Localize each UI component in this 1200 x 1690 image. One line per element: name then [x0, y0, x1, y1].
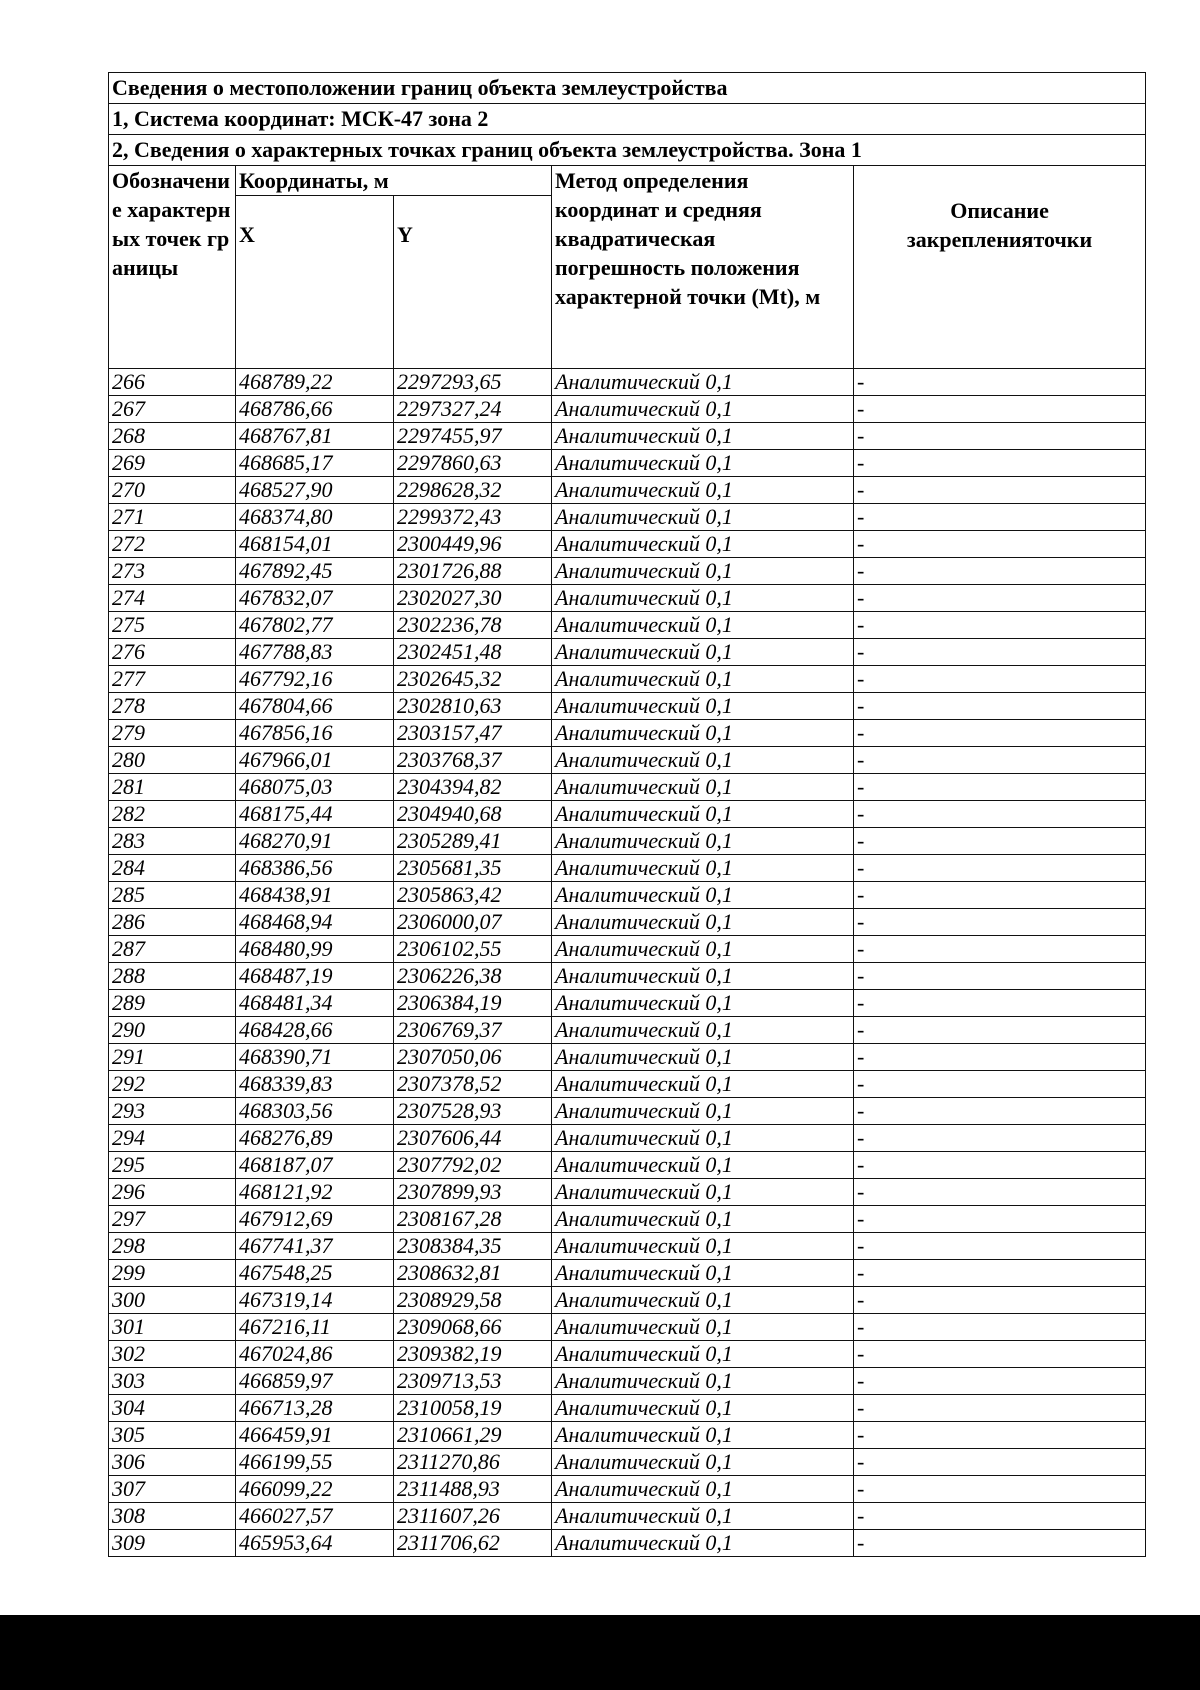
method: Аналитический 0,1 — [552, 747, 854, 774]
description: - — [854, 1287, 1146, 1314]
point-number: 288 — [109, 963, 236, 990]
method: Аналитический 0,1 — [552, 1152, 854, 1179]
description: - — [854, 396, 1146, 423]
method: Аналитический 0,1 — [552, 531, 854, 558]
point-number: 296 — [109, 1179, 236, 1206]
point-number: 281 — [109, 774, 236, 801]
y-coordinate: 2311607,26 — [394, 1503, 552, 1530]
col-header-method: Метод определения координат и средняя квадратическая погрешность положения характерной точки (Mt), м — [552, 166, 854, 369]
method: Аналитический 0,1 — [552, 585, 854, 612]
x-coordinate: 468390,71 — [236, 1044, 394, 1071]
y-coordinate: 2302451,48 — [394, 639, 552, 666]
table-row — [109, 1206, 1146, 1233]
table-row — [109, 1368, 1146, 1395]
table-row — [109, 1314, 1146, 1341]
table-row — [109, 585, 1146, 612]
point-number: 301 — [109, 1314, 236, 1341]
description: - — [854, 450, 1146, 477]
method: Аналитический 0,1 — [552, 504, 854, 531]
description: - — [854, 1152, 1146, 1179]
method: Аналитический 0,1 — [552, 612, 854, 639]
x-coordinate: 467788,83 — [236, 639, 394, 666]
x-coordinate: 467892,45 — [236, 558, 394, 585]
y-coordinate: 2309713,53 — [394, 1368, 552, 1395]
y-coordinate: 2306226,38 — [394, 963, 552, 990]
method: Аналитический 0,1 — [552, 1530, 854, 1557]
table-row — [109, 369, 1146, 396]
y-coordinate: 2301726,88 — [394, 558, 552, 585]
method: Аналитический 0,1 — [552, 450, 854, 477]
table-row — [109, 828, 1146, 855]
description: - — [854, 1368, 1146, 1395]
x-coordinate: 468154,01 — [236, 531, 394, 558]
x-coordinate: 468438,91 — [236, 882, 394, 909]
description: - — [854, 1017, 1146, 1044]
table-row — [109, 1098, 1146, 1125]
description: - — [854, 666, 1146, 693]
point-number: 284 — [109, 855, 236, 882]
x-coordinate: 466099,22 — [236, 1476, 394, 1503]
x-coordinate: 467804,66 — [236, 693, 394, 720]
y-coordinate: 2306000,07 — [394, 909, 552, 936]
point-number: 306 — [109, 1449, 236, 1476]
x-coordinate: 468685,17 — [236, 450, 394, 477]
method: Аналитический 0,1 — [552, 774, 854, 801]
method: Аналитический 0,1 — [552, 828, 854, 855]
y-coordinate: 2307899,93 — [394, 1179, 552, 1206]
x-coordinate: 467966,01 — [236, 747, 394, 774]
description: - — [854, 558, 1146, 585]
y-coordinate: 2310661,29 — [394, 1422, 552, 1449]
method: Аналитический 0,1 — [552, 1503, 854, 1530]
y-coordinate: 2297293,65 — [394, 369, 552, 396]
x-coordinate: 467802,77 — [236, 612, 394, 639]
title-row-1 — [109, 73, 1146, 104]
col-header-x: X — [236, 196, 394, 369]
x-coordinate: 467741,37 — [236, 1233, 394, 1260]
point-number: 305 — [109, 1422, 236, 1449]
description: - — [854, 639, 1146, 666]
y-coordinate: 2309068,66 — [394, 1314, 552, 1341]
description: - — [854, 1125, 1146, 1152]
y-coordinate: 2307792,02 — [394, 1152, 552, 1179]
method: Аналитический 0,1 — [552, 1260, 854, 1287]
method: Аналитический 0,1 — [552, 1395, 854, 1422]
method: Аналитический 0,1 — [552, 1179, 854, 1206]
point-number: 278 — [109, 693, 236, 720]
y-coordinate: 2308384,35 — [394, 1233, 552, 1260]
description: - — [854, 504, 1146, 531]
description: - — [854, 1449, 1146, 1476]
description: - — [854, 1422, 1146, 1449]
description: - — [854, 423, 1146, 450]
x-coordinate: 468428,66 — [236, 1017, 394, 1044]
method: Аналитический 0,1 — [552, 369, 854, 396]
x-coordinate: 468374,80 — [236, 504, 394, 531]
method: Аналитический 0,1 — [552, 1233, 854, 1260]
point-number: 291 — [109, 1044, 236, 1071]
point-number: 290 — [109, 1017, 236, 1044]
method: Аналитический 0,1 — [552, 639, 854, 666]
method: Аналитический 0,1 — [552, 1071, 854, 1098]
description: - — [854, 855, 1146, 882]
method: Аналитический 0,1 — [552, 1476, 854, 1503]
description: - — [854, 1179, 1146, 1206]
method: Аналитический 0,1 — [552, 1206, 854, 1233]
x-coordinate: 467792,16 — [236, 666, 394, 693]
table-row — [109, 963, 1146, 990]
x-coordinate: 468527,90 — [236, 477, 394, 504]
x-coordinate: 468789,22 — [236, 369, 394, 396]
x-coordinate: 467832,07 — [236, 585, 394, 612]
description: - — [854, 1098, 1146, 1125]
title-row-3 — [109, 135, 1146, 166]
description: - — [854, 1071, 1146, 1098]
table-row — [109, 423, 1146, 450]
y-coordinate: 2297327,24 — [394, 396, 552, 423]
table-row — [109, 1422, 1146, 1449]
y-coordinate: 2311488,93 — [394, 1476, 552, 1503]
method: Аналитический 0,1 — [552, 909, 854, 936]
method: Аналитический 0,1 — [552, 666, 854, 693]
description: - — [854, 477, 1146, 504]
y-coordinate: 2308929,58 — [394, 1287, 552, 1314]
y-coordinate: 2306384,19 — [394, 990, 552, 1017]
table-row — [109, 558, 1146, 585]
point-number: 289 — [109, 990, 236, 1017]
table-row — [109, 1287, 1146, 1314]
description: - — [854, 909, 1146, 936]
coordinate-system-label: 1, Система координат: МСК-47 зона 2 — [109, 104, 1146, 135]
point-number: 277 — [109, 666, 236, 693]
x-coordinate: 466459,91 — [236, 1422, 394, 1449]
y-coordinate: 2303768,37 — [394, 747, 552, 774]
table-row — [109, 774, 1146, 801]
table-row — [109, 1341, 1146, 1368]
y-coordinate: 2310058,19 — [394, 1395, 552, 1422]
table-row — [109, 936, 1146, 963]
table-row — [109, 1152, 1146, 1179]
point-number: 308 — [109, 1503, 236, 1530]
description: - — [854, 747, 1146, 774]
table-row — [109, 1476, 1146, 1503]
table-row — [109, 720, 1146, 747]
point-number: 292 — [109, 1071, 236, 1098]
method: Аналитический 0,1 — [552, 1422, 854, 1449]
y-coordinate: 2305289,41 — [394, 828, 552, 855]
y-coordinate: 2305681,35 — [394, 855, 552, 882]
table-row — [109, 855, 1146, 882]
table-row — [109, 909, 1146, 936]
point-number: 267 — [109, 396, 236, 423]
point-number: 293 — [109, 1098, 236, 1125]
x-coordinate: 467319,14 — [236, 1287, 394, 1314]
table-row — [109, 882, 1146, 909]
col-header-point: Обозначение характерных точек границы — [109, 166, 236, 369]
method: Аналитический 0,1 — [552, 396, 854, 423]
method: Аналитический 0,1 — [552, 720, 854, 747]
point-number: 266 — [109, 369, 236, 396]
description: - — [854, 1476, 1146, 1503]
description: - — [854, 774, 1146, 801]
table-row — [109, 1125, 1146, 1152]
method: Аналитический 0,1 — [552, 1098, 854, 1125]
column-header-row-1 — [109, 166, 1146, 196]
y-coordinate: 2297455,97 — [394, 423, 552, 450]
x-coordinate: 468121,92 — [236, 1179, 394, 1206]
y-coordinate: 2308167,28 — [394, 1206, 552, 1233]
x-coordinate: 468303,56 — [236, 1098, 394, 1125]
description: - — [854, 531, 1146, 558]
point-number: 286 — [109, 909, 236, 936]
table-row — [109, 531, 1146, 558]
description: - — [854, 1530, 1146, 1557]
description: - — [854, 882, 1146, 909]
table-body — [109, 369, 1146, 1557]
x-coordinate: 468175,44 — [236, 801, 394, 828]
description: - — [854, 1314, 1146, 1341]
method: Аналитический 0,1 — [552, 1125, 854, 1152]
y-coordinate: 2304394,82 — [394, 774, 552, 801]
point-number: 280 — [109, 747, 236, 774]
zone-label: 2, Сведения о характерных точках границ объекта землеустройства. Зона 1 — [109, 135, 1146, 166]
table-row — [109, 1179, 1146, 1206]
description: - — [854, 720, 1146, 747]
point-number: 304 — [109, 1395, 236, 1422]
table-row — [109, 396, 1146, 423]
x-coordinate: 467548,25 — [236, 1260, 394, 1287]
point-number: 268 — [109, 423, 236, 450]
point-number: 279 — [109, 720, 236, 747]
y-coordinate: 2302810,63 — [394, 693, 552, 720]
x-coordinate: 468481,34 — [236, 990, 394, 1017]
x-coordinate: 468270,91 — [236, 828, 394, 855]
table-row — [109, 747, 1146, 774]
method: Аналитический 0,1 — [552, 936, 854, 963]
x-coordinate: 467856,16 — [236, 720, 394, 747]
description: - — [854, 369, 1146, 396]
method: Аналитический 0,1 — [552, 1341, 854, 1368]
x-coordinate: 468339,83 — [236, 1071, 394, 1098]
x-coordinate: 468187,07 — [236, 1152, 394, 1179]
table-row — [109, 477, 1146, 504]
point-number: 309 — [109, 1530, 236, 1557]
x-coordinate: 468386,56 — [236, 855, 394, 882]
description: - — [854, 1233, 1146, 1260]
table-row — [109, 801, 1146, 828]
col-header-description: Описание закрепленияточки — [854, 166, 1146, 369]
table-row — [109, 1395, 1146, 1422]
point-number: 275 — [109, 612, 236, 639]
y-coordinate: 2307606,44 — [394, 1125, 552, 1152]
table-row — [109, 1044, 1146, 1071]
y-coordinate: 2309382,19 — [394, 1341, 552, 1368]
y-coordinate: 2302645,32 — [394, 666, 552, 693]
table-row — [109, 612, 1146, 639]
method: Аналитический 0,1 — [552, 990, 854, 1017]
method: Аналитический 0,1 — [552, 558, 854, 585]
method: Аналитический 0,1 — [552, 1017, 854, 1044]
point-number: 307 — [109, 1476, 236, 1503]
y-coordinate: 2307528,93 — [394, 1098, 552, 1125]
method: Аналитический 0,1 — [552, 477, 854, 504]
table-row — [109, 666, 1146, 693]
description: - — [854, 612, 1146, 639]
point-number: 269 — [109, 450, 236, 477]
table-row — [109, 1260, 1146, 1287]
x-coordinate: 468786,66 — [236, 396, 394, 423]
point-number: 299 — [109, 1260, 236, 1287]
table-title: Сведения о местоположении границ объекта землеустройства — [109, 73, 1146, 104]
point-number: 298 — [109, 1233, 236, 1260]
col-header-y: Y — [394, 196, 552, 369]
point-number: 302 — [109, 1341, 236, 1368]
table-row — [109, 504, 1146, 531]
method: Аналитический 0,1 — [552, 423, 854, 450]
method: Аналитический 0,1 — [552, 1449, 854, 1476]
method: Аналитический 0,1 — [552, 1368, 854, 1395]
method: Аналитический 0,1 — [552, 963, 854, 990]
y-coordinate: 2308632,81 — [394, 1260, 552, 1287]
point-number: 303 — [109, 1368, 236, 1395]
y-coordinate: 2300449,96 — [394, 531, 552, 558]
y-coordinate: 2306102,55 — [394, 936, 552, 963]
table-row — [109, 693, 1146, 720]
y-coordinate: 2302027,30 — [394, 585, 552, 612]
point-number: 270 — [109, 477, 236, 504]
method: Аналитический 0,1 — [552, 801, 854, 828]
method: Аналитический 0,1 — [552, 693, 854, 720]
point-number: 287 — [109, 936, 236, 963]
description: - — [854, 585, 1146, 612]
table-row — [109, 990, 1146, 1017]
table-row — [109, 639, 1146, 666]
description: - — [854, 1503, 1146, 1530]
boundary-points-table — [108, 72, 1146, 1557]
y-coordinate: 2307050,06 — [394, 1044, 552, 1071]
description: - — [854, 1206, 1146, 1233]
description: - — [854, 828, 1146, 855]
x-coordinate: 468468,94 — [236, 909, 394, 936]
scan-bottom-band — [0, 1615, 1200, 1690]
x-coordinate: 468487,19 — [236, 963, 394, 990]
x-coordinate: 467024,86 — [236, 1341, 394, 1368]
x-coordinate: 468276,89 — [236, 1125, 394, 1152]
description: - — [854, 1395, 1146, 1422]
table-row — [109, 1503, 1146, 1530]
table-row — [109, 1233, 1146, 1260]
y-coordinate: 2304940,68 — [394, 801, 552, 828]
x-coordinate: 466859,97 — [236, 1368, 394, 1395]
point-number: 282 — [109, 801, 236, 828]
x-coordinate: 467912,69 — [236, 1206, 394, 1233]
point-number: 295 — [109, 1152, 236, 1179]
method: Аналитический 0,1 — [552, 1314, 854, 1341]
point-number: 274 — [109, 585, 236, 612]
y-coordinate: 2306769,37 — [394, 1017, 552, 1044]
description: - — [854, 936, 1146, 963]
point-number: 271 — [109, 504, 236, 531]
y-coordinate: 2303157,47 — [394, 720, 552, 747]
y-coordinate: 2298628,32 — [394, 477, 552, 504]
title-row-2 — [109, 104, 1146, 135]
description: - — [854, 963, 1146, 990]
x-coordinate: 465953,64 — [236, 1530, 394, 1557]
method: Аналитический 0,1 — [552, 1287, 854, 1314]
x-coordinate: 466199,55 — [236, 1449, 394, 1476]
y-coordinate: 2307378,52 — [394, 1071, 552, 1098]
method: Аналитический 0,1 — [552, 855, 854, 882]
point-number: 276 — [109, 639, 236, 666]
table-row — [109, 1071, 1146, 1098]
description: - — [854, 1260, 1146, 1287]
point-number: 272 — [109, 531, 236, 558]
table-row — [109, 1017, 1146, 1044]
x-coordinate: 468767,81 — [236, 423, 394, 450]
description: - — [854, 990, 1146, 1017]
table-row — [109, 450, 1146, 477]
x-coordinate: 468480,99 — [236, 936, 394, 963]
table-row — [109, 1530, 1146, 1557]
point-number: 273 — [109, 558, 236, 585]
point-number: 294 — [109, 1125, 236, 1152]
x-coordinate: 466027,57 — [236, 1503, 394, 1530]
x-coordinate: 466713,28 — [236, 1395, 394, 1422]
table-row — [109, 1449, 1146, 1476]
point-number: 297 — [109, 1206, 236, 1233]
point-number: 283 — [109, 828, 236, 855]
y-coordinate: 2311270,86 — [394, 1449, 552, 1476]
x-coordinate: 467216,11 — [236, 1314, 394, 1341]
col-header-coords: Координаты, м — [236, 166, 552, 196]
point-number: 285 — [109, 882, 236, 909]
description: - — [854, 801, 1146, 828]
method: Аналитический 0,1 — [552, 1044, 854, 1071]
point-number: 300 — [109, 1287, 236, 1314]
description: - — [854, 693, 1146, 720]
y-coordinate: 2302236,78 — [394, 612, 552, 639]
method: Аналитический 0,1 — [552, 882, 854, 909]
y-coordinate: 2297860,63 — [394, 450, 552, 477]
x-coordinate: 468075,03 — [236, 774, 394, 801]
y-coordinate: 2305863,42 — [394, 882, 552, 909]
y-coordinate: 2299372,43 — [394, 504, 552, 531]
description: - — [854, 1044, 1146, 1071]
y-coordinate: 2311706,62 — [394, 1530, 552, 1557]
description: - — [854, 1341, 1146, 1368]
